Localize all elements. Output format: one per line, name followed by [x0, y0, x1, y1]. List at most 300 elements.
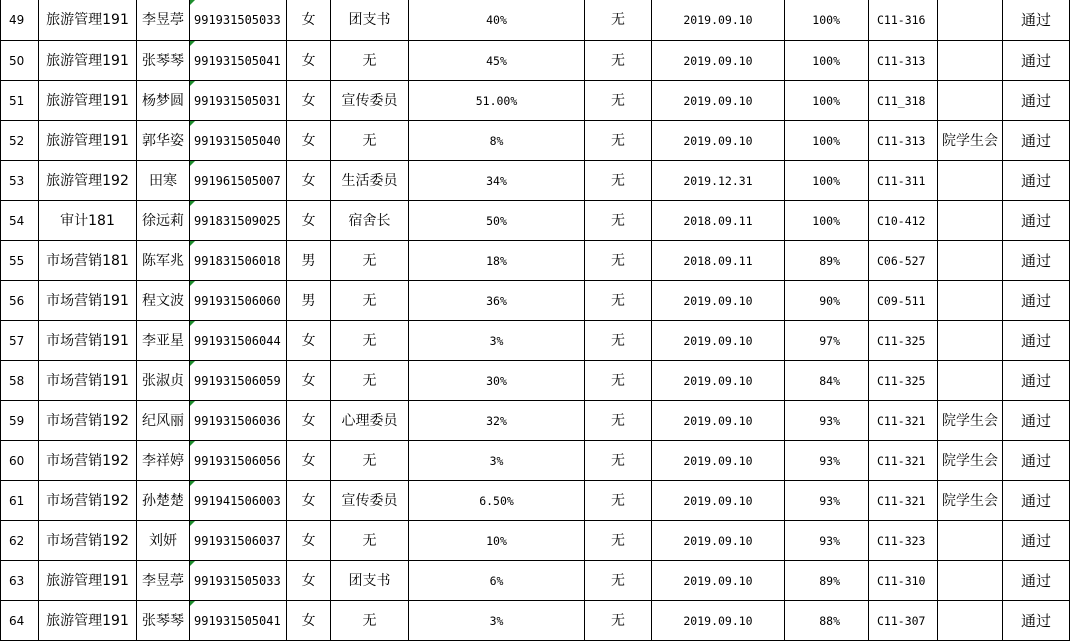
cell-attendance[interactable] [785, 121, 869, 161]
cell-organization[interactable] [938, 241, 1003, 281]
cell-gender[interactable] [287, 81, 331, 121]
cell-organization[interactable] [938, 121, 1003, 161]
cell-score[interactable] [409, 321, 585, 361]
cell-class[interactable] [39, 441, 137, 481]
cell-organization[interactable] [938, 281, 1003, 321]
cell-organization[interactable] [938, 561, 1003, 601]
text-number-indicator-icon [190, 41, 195, 46]
table-row [1, 521, 1070, 561]
cell-result[interactable] [1003, 41, 1070, 81]
cell-student-id[interactable] [190, 561, 287, 601]
cell-fail-status-text: 无 [611, 532, 625, 549]
cell-dorm-text: C11-313 [877, 133, 926, 148]
cell-organization[interactable] [938, 481, 1003, 521]
cell-date[interactable] [652, 121, 785, 161]
cell-class[interactable] [39, 281, 137, 321]
cell-result[interactable] [1003, 361, 1070, 401]
cell-score[interactable] [409, 241, 585, 281]
cell-result[interactable] [1003, 121, 1070, 161]
cell-gender[interactable] [287, 281, 331, 321]
cell-role[interactable] [331, 401, 409, 441]
cell-student-id[interactable] [190, 0, 287, 41]
cell-organization[interactable] [938, 0, 1003, 41]
cell-role[interactable] [331, 441, 409, 481]
cell-score[interactable] [409, 121, 585, 161]
cell-gender[interactable] [287, 201, 331, 241]
cell-dorm[interactable] [869, 241, 938, 281]
cell-class[interactable] [39, 121, 137, 161]
cell-fail-status-text: 无 [611, 132, 625, 149]
cell-class[interactable] [39, 81, 137, 121]
cell-student-id-text: 991931505041 [194, 613, 281, 628]
cell-student-id[interactable] [190, 81, 287, 121]
cell-class-text: 市场营销192 [46, 532, 129, 549]
cell-fail-status[interactable] [585, 41, 652, 81]
cell-gender-text: 女 [301, 452, 316, 469]
cell-name[interactable] [137, 121, 190, 161]
cell-no-text: 59 [9, 413, 25, 428]
cell-class[interactable] [39, 241, 137, 281]
cell-name[interactable] [137, 521, 190, 561]
cell-name[interactable] [137, 401, 190, 441]
cell-organization[interactable] [938, 441, 1003, 481]
cell-result[interactable] [1003, 241, 1070, 281]
cell-score[interactable] [409, 561, 585, 601]
cell-attendance-text: 88% [819, 613, 840, 628]
cell-result-text: 通过 [1020, 371, 1051, 390]
cell-score[interactable] [409, 401, 585, 441]
cell-role[interactable] [331, 521, 409, 561]
cell-gender[interactable] [287, 41, 331, 81]
cell-dorm[interactable] [869, 361, 938, 401]
cell-score-text: 30% [486, 373, 507, 388]
cell-score[interactable] [409, 201, 585, 241]
cell-date[interactable] [652, 401, 785, 441]
cell-name[interactable] [137, 321, 190, 361]
cell-fail-status[interactable] [585, 121, 652, 161]
cell-date-text: 2019.09.10 [683, 453, 753, 468]
cell-result[interactable] [1003, 0, 1070, 41]
cell-name[interactable] [137, 561, 190, 601]
cell-no[interactable] [1, 521, 39, 561]
cell-dorm[interactable] [869, 521, 938, 561]
cell-name[interactable] [137, 601, 190, 641]
cell-fail-status-text: 无 [611, 452, 625, 469]
cell-student-id[interactable] [190, 201, 287, 241]
cell-student-id[interactable] [190, 361, 287, 401]
cell-gender[interactable] [287, 441, 331, 481]
cell-dorm[interactable] [869, 41, 938, 81]
cell-class-text: 市场营销181 [46, 252, 129, 269]
cell-score[interactable] [409, 481, 585, 521]
cell-class-text: 旅游管理192 [46, 172, 129, 189]
cell-organization[interactable] [938, 521, 1003, 561]
cell-class[interactable] [39, 0, 137, 41]
cell-class[interactable] [39, 41, 137, 81]
cell-score[interactable] [409, 81, 585, 121]
cell-fail-status[interactable] [585, 201, 652, 241]
cell-gender[interactable] [287, 0, 331, 41]
cell-dorm[interactable] [869, 281, 938, 321]
cell-date[interactable] [652, 0, 785, 41]
cell-date[interactable] [652, 281, 785, 321]
cell-date[interactable] [652, 241, 785, 281]
cell-result[interactable] [1003, 401, 1070, 441]
cell-score[interactable] [409, 521, 585, 561]
cell-result-text: 通过 [1020, 131, 1051, 150]
cell-fail-status[interactable] [585, 0, 652, 41]
cell-dorm-text: C11-316 [877, 13, 926, 27]
cell-role[interactable] [331, 0, 409, 41]
cell-fail-status[interactable] [585, 561, 652, 601]
cell-role[interactable] [331, 121, 409, 161]
cell-role[interactable] [331, 41, 409, 81]
table-row [1, 401, 1070, 441]
cell-fail-status[interactable] [585, 361, 652, 401]
cell-fail-status-text: 无 [611, 92, 625, 109]
cell-fail-status[interactable] [585, 241, 652, 281]
cell-attendance[interactable] [785, 481, 869, 521]
cell-name[interactable] [137, 81, 190, 121]
cell-class[interactable] [39, 361, 137, 401]
cell-attendance[interactable] [785, 321, 869, 361]
cell-result-text: 通过 [1020, 331, 1051, 350]
cell-role[interactable] [331, 201, 409, 241]
cell-dorm[interactable] [869, 0, 938, 41]
cell-class[interactable] [39, 521, 137, 561]
cell-attendance[interactable] [785, 281, 869, 321]
cell-result[interactable] [1003, 281, 1070, 321]
cell-attendance-text: 93% [819, 533, 840, 548]
cell-role[interactable] [331, 601, 409, 641]
cell-name[interactable] [137, 361, 190, 401]
cell-student-id[interactable] [190, 281, 287, 321]
cell-no[interactable] [1, 241, 39, 281]
cell-gender-text: 女 [301, 52, 316, 69]
cell-no[interactable] [1, 601, 39, 641]
cell-student-id[interactable] [190, 241, 287, 281]
cell-attendance[interactable] [785, 441, 869, 481]
cell-name[interactable] [137, 441, 190, 481]
cell-score-text: 36% [486, 293, 507, 308]
cell-student-id-text: 991931505033 [194, 573, 281, 588]
cell-attendance-text: 100% [812, 213, 840, 228]
cell-student-id-text: 991961505007 [194, 173, 281, 188]
cell-result-text: 通过 [1020, 91, 1051, 110]
cell-attendance[interactable] [785, 201, 869, 241]
cell-gender-text: 女 [301, 532, 316, 549]
cell-date[interactable] [652, 561, 785, 601]
cell-result-text: 通过 [1020, 411, 1051, 430]
cell-no[interactable] [1, 321, 39, 361]
cell-class[interactable] [39, 561, 137, 601]
cell-date[interactable] [652, 441, 785, 481]
cell-result-text: 通过 [1020, 251, 1051, 270]
cell-no[interactable] [1, 561, 39, 601]
cell-dorm[interactable] [869, 161, 938, 201]
text-number-indicator-icon [190, 601, 195, 606]
cell-score-text: 51.00% [475, 93, 518, 108]
cell-result[interactable] [1003, 561, 1070, 601]
cell-student-id-text: 991931506060 [194, 293, 281, 308]
cell-date-text: 2019.09.10 [683, 533, 753, 548]
text-number-indicator-icon [190, 441, 195, 446]
cell-score-text: 18% [486, 253, 507, 268]
cell-gender[interactable] [287, 401, 331, 441]
cell-role[interactable] [331, 321, 409, 361]
cell-date[interactable] [652, 41, 785, 81]
cell-class-text: 市场营销191 [46, 332, 129, 349]
cell-role-text: 无 [362, 452, 377, 469]
cell-name[interactable] [137, 41, 190, 81]
table-row [1, 561, 1070, 601]
cell-role-text: 生活委员 [341, 172, 398, 189]
cell-organization[interactable] [938, 201, 1003, 241]
text-number-indicator-icon [190, 521, 195, 526]
cell-student-id-text: 991831509025 [194, 213, 281, 228]
cell-class[interactable] [39, 321, 137, 361]
cell-dorm-text: C11-321 [877, 453, 926, 468]
cell-organization[interactable] [938, 601, 1003, 641]
table-row [1, 161, 1070, 201]
cell-no[interactable] [1, 161, 39, 201]
cell-date-text: 2019.09.10 [683, 373, 753, 388]
cell-date-text: 2018.09.11 [683, 253, 753, 268]
cell-organization[interactable] [938, 41, 1003, 81]
cell-role-text: 无 [362, 332, 377, 349]
cell-dorm[interactable] [869, 561, 938, 601]
cell-result[interactable] [1003, 161, 1070, 201]
cell-date[interactable] [652, 521, 785, 561]
cell-name[interactable] [137, 481, 190, 521]
cell-date[interactable] [652, 601, 785, 641]
cell-fail-status-text: 无 [611, 12, 625, 28]
cell-student-id[interactable] [190, 481, 287, 521]
cell-name-text: 田寒 [149, 172, 177, 189]
cell-fail-status-text: 无 [611, 492, 625, 509]
cell-class[interactable] [39, 601, 137, 641]
cell-result-text: 通过 [1020, 531, 1051, 550]
cell-result[interactable] [1003, 481, 1070, 521]
cell-result[interactable] [1003, 81, 1070, 121]
cell-student-id[interactable] [190, 441, 287, 481]
cell-score-text: 34% [486, 173, 507, 188]
cell-fail-status-text: 无 [611, 332, 625, 349]
cell-attendance[interactable] [785, 161, 869, 201]
cell-gender[interactable] [287, 481, 331, 521]
table-row [1, 321, 1070, 361]
cell-no-text: 61 [9, 493, 25, 508]
cell-name[interactable] [137, 161, 190, 201]
cell-role[interactable] [331, 481, 409, 521]
cell-dorm[interactable] [869, 441, 938, 481]
cell-name-text: 程文波 [142, 292, 184, 309]
cell-attendance-text: 100% [812, 13, 840, 27]
cell-student-id[interactable] [190, 521, 287, 561]
cell-class-text: 市场营销192 [46, 492, 129, 509]
cell-score[interactable] [409, 361, 585, 401]
cell-date[interactable] [652, 481, 785, 521]
cell-attendance[interactable] [785, 41, 869, 81]
cell-dorm-text: C11_318 [877, 93, 926, 108]
cell-gender[interactable] [287, 161, 331, 201]
cell-role-text: 无 [362, 292, 377, 309]
cell-role-text: 宿舍长 [348, 212, 391, 229]
cell-class-text: 旅游管理191 [46, 92, 129, 109]
cell-fail-status[interactable] [585, 321, 652, 361]
cell-gender-text: 女 [301, 612, 316, 629]
cell-name-text: 李昱葶 [142, 572, 184, 589]
cell-fail-status-text: 无 [611, 252, 625, 269]
cell-name[interactable] [137, 241, 190, 281]
cell-attendance[interactable] [785, 241, 869, 281]
cell-attendance[interactable] [785, 561, 869, 601]
cell-class[interactable] [39, 401, 137, 441]
cell-organization[interactable] [938, 161, 1003, 201]
cell-date-text: 2018.09.11 [683, 213, 753, 228]
cell-attendance[interactable] [785, 81, 869, 121]
cell-class[interactable] [39, 201, 137, 241]
cell-student-id[interactable] [190, 161, 287, 201]
cell-date[interactable] [652, 81, 785, 121]
cell-score-text: 40% [486, 13, 507, 27]
cell-role-text: 无 [362, 52, 377, 69]
cell-student-id[interactable] [190, 321, 287, 361]
cell-no-text: 52 [9, 133, 25, 148]
cell-gender-text: 女 [301, 92, 316, 109]
cell-gender[interactable] [287, 121, 331, 161]
cell-score[interactable] [409, 281, 585, 321]
cell-dorm-text: C11-323 [877, 533, 926, 548]
cell-score[interactable] [409, 0, 585, 41]
cell-student-id[interactable] [190, 601, 287, 641]
cell-result[interactable] [1003, 321, 1070, 361]
cell-dorm[interactable] [869, 201, 938, 241]
cell-date[interactable] [652, 321, 785, 361]
cell-dorm[interactable] [869, 601, 938, 641]
cell-student-id[interactable] [190, 121, 287, 161]
cell-student-id[interactable] [190, 41, 287, 81]
cell-student-id-text: 991941506003 [194, 493, 281, 508]
cell-score-text: 3% [489, 613, 504, 628]
cell-class[interactable] [39, 481, 137, 521]
cell-gender[interactable] [287, 521, 331, 561]
cell-organization[interactable] [938, 401, 1003, 441]
cell-fail-status[interactable] [585, 601, 652, 641]
cell-dorm[interactable] [869, 481, 938, 521]
cell-class-text: 旅游管理191 [46, 572, 129, 589]
cell-dorm[interactable] [869, 81, 938, 121]
cell-score[interactable] [409, 41, 585, 81]
table-row [1, 201, 1070, 241]
cell-score[interactable] [409, 441, 585, 481]
cell-organization[interactable] [938, 361, 1003, 401]
cell-attendance[interactable] [785, 0, 869, 41]
cell-no[interactable] [1, 481, 39, 521]
cell-name[interactable] [137, 281, 190, 321]
cell-date[interactable] [652, 161, 785, 201]
cell-dorm[interactable] [869, 121, 938, 161]
cell-gender-text: 女 [301, 212, 316, 229]
cell-attendance[interactable] [785, 601, 869, 641]
text-number-indicator-icon [190, 481, 195, 486]
cell-gender[interactable] [287, 241, 331, 281]
cell-role[interactable] [331, 561, 409, 601]
cell-result[interactable] [1003, 441, 1070, 481]
cell-no[interactable] [1, 441, 39, 481]
cell-name[interactable] [137, 0, 190, 41]
cell-role[interactable] [331, 241, 409, 281]
cell-date[interactable] [652, 201, 785, 241]
cell-score[interactable] [409, 601, 585, 641]
cell-no[interactable] [1, 401, 39, 441]
cell-no[interactable] [1, 121, 39, 161]
cell-role[interactable] [331, 161, 409, 201]
cell-result[interactable] [1003, 601, 1070, 641]
cell-result[interactable] [1003, 201, 1070, 241]
cell-no[interactable] [1, 361, 39, 401]
cell-fail-status[interactable] [585, 481, 652, 521]
cell-attendance-text: 100% [812, 93, 840, 108]
cell-fail-status[interactable] [585, 441, 652, 481]
cell-no[interactable] [1, 0, 39, 41]
cell-attendance[interactable] [785, 521, 869, 561]
cell-organization[interactable] [938, 81, 1003, 121]
cell-dorm[interactable] [869, 321, 938, 361]
cell-class[interactable] [39, 161, 137, 201]
cell-name[interactable] [137, 201, 190, 241]
cell-fail-status[interactable] [585, 281, 652, 321]
cell-score-text: 3% [489, 453, 504, 468]
cell-organization[interactable] [938, 321, 1003, 361]
cell-fail-status[interactable] [585, 401, 652, 441]
cell-student-id-text: 991831506018 [194, 253, 281, 268]
cell-no[interactable] [1, 81, 39, 121]
cell-no[interactable] [1, 201, 39, 241]
cell-student-id-text: 991931506056 [194, 453, 281, 468]
cell-date[interactable] [652, 361, 785, 401]
cell-attendance[interactable] [785, 401, 869, 441]
cell-class-text: 市场营销191 [46, 372, 129, 389]
cell-result-text: 通过 [1020, 291, 1051, 310]
cell-gender[interactable] [287, 561, 331, 601]
cell-gender[interactable] [287, 361, 331, 401]
text-number-indicator-icon [190, 161, 195, 166]
cell-name-text: 张淑贞 [142, 372, 184, 389]
cell-result[interactable] [1003, 521, 1070, 561]
cell-no[interactable] [1, 281, 39, 321]
text-number-indicator-icon [190, 361, 195, 366]
cell-gender-text: 男 [301, 252, 316, 269]
cell-score[interactable] [409, 161, 585, 201]
cell-gender-text: 女 [301, 412, 316, 429]
cell-dorm[interactable] [869, 401, 938, 441]
cell-no[interactable] [1, 41, 39, 81]
cell-student-id-text: 991931506059 [194, 373, 281, 388]
cell-role[interactable] [331, 81, 409, 121]
cell-student-id[interactable] [190, 401, 287, 441]
cell-fail-status[interactable] [585, 521, 652, 561]
cell-gender[interactable] [287, 601, 331, 641]
cell-fail-status-text: 无 [611, 172, 625, 189]
cell-role[interactable] [331, 361, 409, 401]
text-number-indicator-icon [190, 0, 195, 5]
cell-attendance[interactable] [785, 361, 869, 401]
cell-fail-status[interactable] [585, 161, 652, 201]
cell-role[interactable] [331, 281, 409, 321]
cell-gender[interactable] [287, 321, 331, 361]
cell-fail-status[interactable] [585, 81, 652, 121]
